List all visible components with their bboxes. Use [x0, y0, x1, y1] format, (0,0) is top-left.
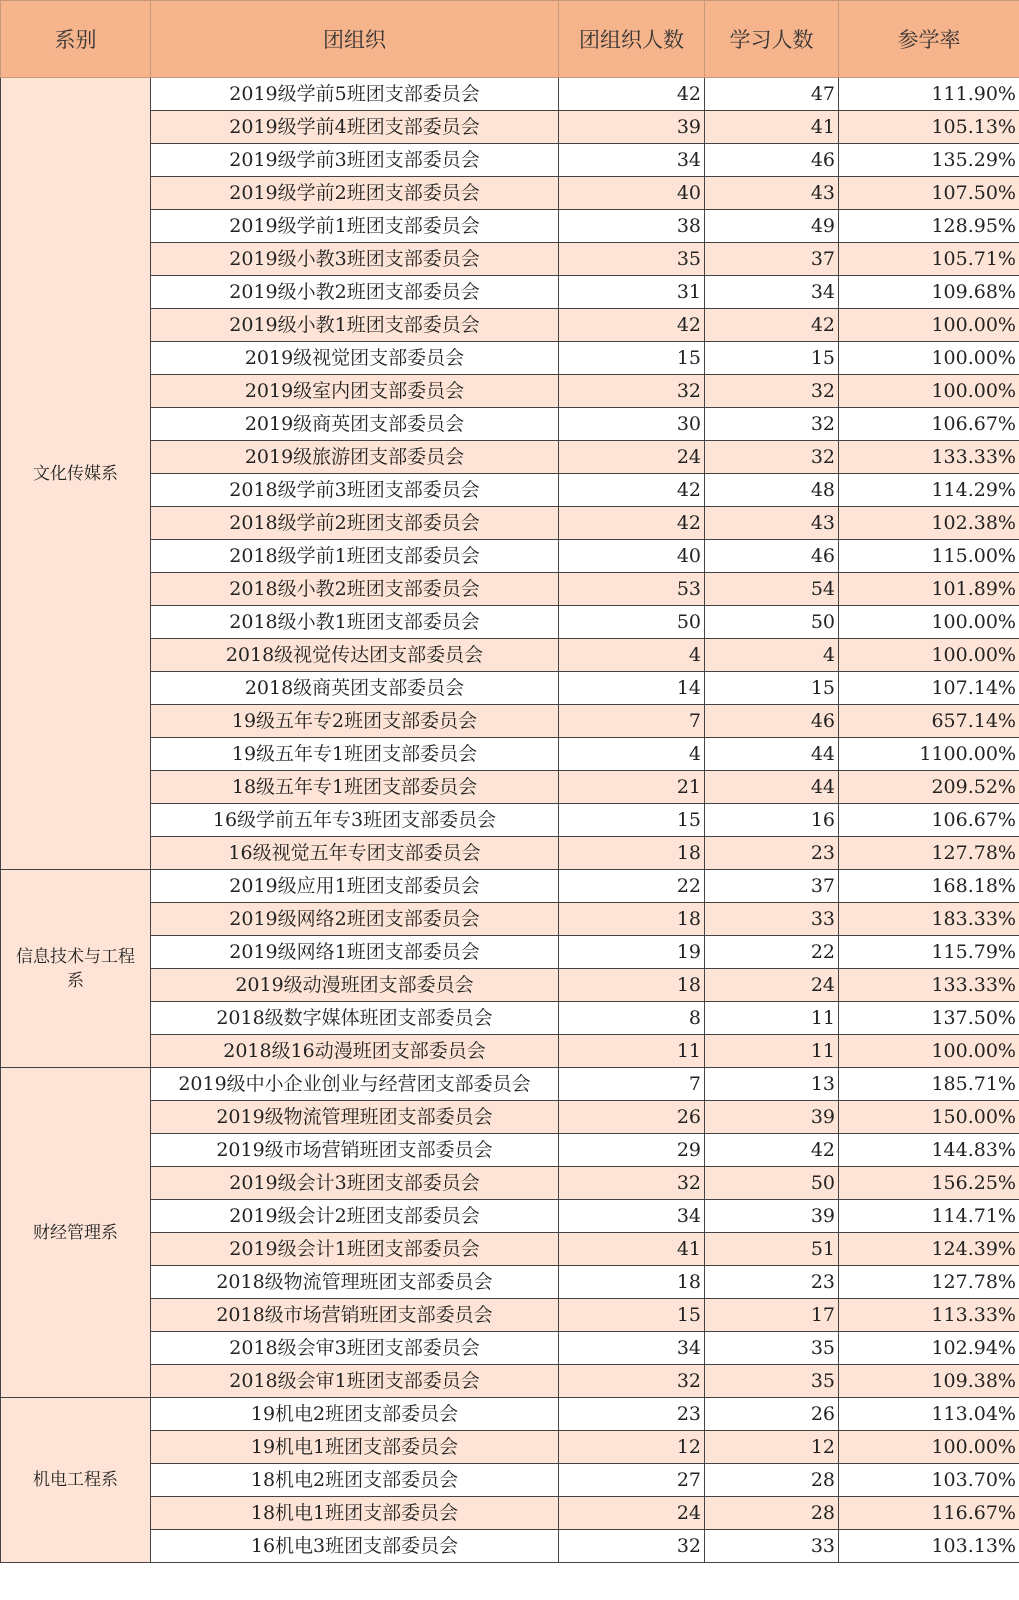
- learner-count-cell: 49: [705, 210, 839, 243]
- learner-count-cell: 34: [705, 276, 839, 309]
- organization-cell: 2019级视觉团支部委员会: [151, 342, 559, 375]
- member-count-cell: 50: [559, 606, 705, 639]
- learner-count-cell: 44: [705, 771, 839, 804]
- organization-cell: 2018级市场营销班团支部委员会: [151, 1299, 559, 1332]
- participation-rate-cell: 114.29%: [839, 474, 1019, 507]
- organization-cell: 2019级会计2班团支部委员会: [151, 1200, 559, 1233]
- table-row: [1, 441, 1019, 474]
- learner-count-cell: 28: [705, 1497, 839, 1530]
- learner-count-cell: 42: [705, 309, 839, 342]
- organization-cell: 19级五年专2班团支部委员会: [151, 705, 559, 738]
- member-count-cell: 32: [559, 1365, 705, 1398]
- table-row: [1, 342, 1019, 375]
- table-row: [1, 1464, 1019, 1497]
- participation-rate-cell: 1100.00%: [839, 738, 1019, 771]
- member-count-cell: 38: [559, 210, 705, 243]
- member-count-cell: 40: [559, 177, 705, 210]
- member-count-cell: 18: [559, 903, 705, 936]
- participation-rate-cell: 127.78%: [839, 837, 1019, 870]
- participation-rate-cell: 111.90%: [839, 78, 1019, 111]
- member-count-cell: 41: [559, 1233, 705, 1266]
- table-row: [1, 639, 1019, 672]
- table-row: [1, 210, 1019, 243]
- participation-rate-cell: 109.68%: [839, 276, 1019, 309]
- department-cell: 财经管理系: [1, 1068, 151, 1398]
- table-row: [1, 540, 1019, 573]
- participation-rate-cell: 100.00%: [839, 1035, 1019, 1068]
- participation-rate-cell: 209.52%: [839, 771, 1019, 804]
- organization-cell: 2019级市场营销班团支部委员会: [151, 1134, 559, 1167]
- member-count-cell: 23: [559, 1398, 705, 1431]
- learner-count-cell: 39: [705, 1101, 839, 1134]
- table-row: [1, 1134, 1019, 1167]
- organization-cell: 2019级应用1班团支部委员会: [151, 870, 559, 903]
- learner-count-cell: 50: [705, 606, 839, 639]
- organization-cell: 2019级网络1班团支部委员会: [151, 936, 559, 969]
- table-body: [1, 78, 1019, 1563]
- member-count-cell: 32: [559, 1530, 705, 1563]
- table-row: [1, 408, 1019, 441]
- participation-rate-cell: 102.38%: [839, 507, 1019, 540]
- participation-rate-cell: 100.00%: [839, 342, 1019, 375]
- organization-cell: 19机电1班团支部委员会: [151, 1431, 559, 1464]
- learner-count-cell: 43: [705, 507, 839, 540]
- participation-rate-cell: 124.39%: [839, 1233, 1019, 1266]
- organization-cell: 2019级学前5班团支部委员会: [151, 78, 559, 111]
- learner-count-cell: 37: [705, 243, 839, 276]
- organization-cell: 2019级小教1班团支部委员会: [151, 309, 559, 342]
- organization-cell: 2019级学前4班团支部委员会: [151, 111, 559, 144]
- learner-count-cell: 46: [705, 144, 839, 177]
- member-count-cell: 26: [559, 1101, 705, 1134]
- header-learner-count: 学习人数: [705, 1, 839, 78]
- organization-cell: 19机电2班团支部委员会: [151, 1398, 559, 1431]
- participation-rate-cell: 115.00%: [839, 540, 1019, 573]
- header-member-count: 团组织人数: [559, 1, 705, 78]
- member-count-cell: 8: [559, 1002, 705, 1035]
- participation-rate-cell: 185.71%: [839, 1068, 1019, 1101]
- participation-rate-cell: 114.71%: [839, 1200, 1019, 1233]
- table-row: [1, 309, 1019, 342]
- table-row: [1, 1101, 1019, 1134]
- organization-cell: 2018级会审1班团支部委员会: [151, 1365, 559, 1398]
- table-row: [1, 738, 1019, 771]
- organization-cell: 2018级物流管理班团支部委员会: [151, 1266, 559, 1299]
- learner-count-cell: 26: [705, 1398, 839, 1431]
- learner-count-cell: 47: [705, 78, 839, 111]
- participation-rate-cell: 127.78%: [839, 1266, 1019, 1299]
- member-count-cell: 42: [559, 78, 705, 111]
- learner-count-cell: 4: [705, 639, 839, 672]
- organization-cell: 2019级会计1班团支部委员会: [151, 1233, 559, 1266]
- participation-rate-cell: 100.00%: [839, 375, 1019, 408]
- participation-rate-cell: 102.94%: [839, 1332, 1019, 1365]
- participation-rate-cell: 137.50%: [839, 1002, 1019, 1035]
- table-row: [1, 1299, 1019, 1332]
- header-row: [1, 1, 1019, 78]
- participation-rate-cell: 106.67%: [839, 408, 1019, 441]
- member-count-cell: 40: [559, 540, 705, 573]
- learner-count-cell: 11: [705, 1002, 839, 1035]
- participation-rate-cell: 105.71%: [839, 243, 1019, 276]
- member-count-cell: 7: [559, 1068, 705, 1101]
- table-row: [1, 903, 1019, 936]
- organization-cell: 18机电1班团支部委员会: [151, 1497, 559, 1530]
- organization-cell: 2019级动漫班团支部委员会: [151, 969, 559, 1002]
- organization-cell: 2018级商英团支部委员会: [151, 672, 559, 705]
- organization-cell: 18级五年专1班团支部委员会: [151, 771, 559, 804]
- organization-cell: 2019级物流管理班团支部委员会: [151, 1101, 559, 1134]
- table-row: [1, 111, 1019, 144]
- header-participation-rate: 参学率: [839, 1, 1019, 78]
- learner-count-cell: 12: [705, 1431, 839, 1464]
- participation-rate-cell: 105.13%: [839, 111, 1019, 144]
- member-count-cell: 18: [559, 969, 705, 1002]
- learner-count-cell: 42: [705, 1134, 839, 1167]
- table-row: [1, 1365, 1019, 1398]
- table-row: [1, 507, 1019, 540]
- table-row: [1, 804, 1019, 837]
- participation-rate-cell: 113.33%: [839, 1299, 1019, 1332]
- table-row: [1, 606, 1019, 639]
- learner-count-cell: 46: [705, 540, 839, 573]
- table-row: [1, 936, 1019, 969]
- organization-cell: 18机电2班团支部委员会: [151, 1464, 559, 1497]
- member-count-cell: 35: [559, 243, 705, 276]
- participation-rate-cell: 135.29%: [839, 144, 1019, 177]
- member-count-cell: 4: [559, 738, 705, 771]
- member-count-cell: 30: [559, 408, 705, 441]
- member-count-cell: 31: [559, 276, 705, 309]
- learner-count-cell: 16: [705, 804, 839, 837]
- participation-rate-cell: 116.67%: [839, 1497, 1019, 1530]
- learner-count-cell: 28: [705, 1464, 839, 1497]
- learner-count-cell: 33: [705, 903, 839, 936]
- member-count-cell: 15: [559, 342, 705, 375]
- organization-cell: 16级学前五年专3班团支部委员会: [151, 804, 559, 837]
- participation-rate-cell: 107.50%: [839, 177, 1019, 210]
- participation-rate-cell: 150.00%: [839, 1101, 1019, 1134]
- participation-rate-cell: 100.00%: [839, 309, 1019, 342]
- participation-rate-cell: 168.18%: [839, 870, 1019, 903]
- learner-count-cell: 44: [705, 738, 839, 771]
- learner-count-cell: 23: [705, 837, 839, 870]
- learner-count-cell: 32: [705, 375, 839, 408]
- member-count-cell: 18: [559, 837, 705, 870]
- table-row: [1, 1035, 1019, 1068]
- table-row: [1, 375, 1019, 408]
- table-row: [1, 78, 1019, 111]
- table-row: [1, 1332, 1019, 1365]
- learner-count-cell: 35: [705, 1332, 839, 1365]
- learner-count-cell: 33: [705, 1530, 839, 1563]
- member-count-cell: 14: [559, 672, 705, 705]
- department-cell: 机电工程系: [1, 1398, 151, 1563]
- learner-count-cell: 22: [705, 936, 839, 969]
- department-cell: 文化传媒系: [1, 78, 151, 870]
- learner-count-cell: 32: [705, 408, 839, 441]
- organization-cell: 2018级学前3班团支部委员会: [151, 474, 559, 507]
- table-row: [1, 144, 1019, 177]
- table-row: [1, 1167, 1019, 1200]
- table-row: [1, 705, 1019, 738]
- participation-rate-cell: 101.89%: [839, 573, 1019, 606]
- organization-cell: 2019级网络2班团支部委员会: [151, 903, 559, 936]
- learner-count-cell: 50: [705, 1167, 839, 1200]
- organization-cell: 2019级小教2班团支部委员会: [151, 276, 559, 309]
- table-row: [1, 573, 1019, 606]
- participation-rate-cell: 106.67%: [839, 804, 1019, 837]
- learner-count-cell: 15: [705, 672, 839, 705]
- member-count-cell: 12: [559, 1431, 705, 1464]
- member-count-cell: 34: [559, 1200, 705, 1233]
- table-row: [1, 276, 1019, 309]
- learner-count-cell: 23: [705, 1266, 839, 1299]
- department-cell: 信息技术与工程系: [1, 870, 151, 1068]
- organization-cell: 16级视觉五年专团支部委员会: [151, 837, 559, 870]
- organization-cell: 2018级小教1班团支部委员会: [151, 606, 559, 639]
- table-row: [1, 1431, 1019, 1464]
- participation-rate-cell: 183.33%: [839, 903, 1019, 936]
- participation-rate-cell: 133.33%: [839, 969, 1019, 1002]
- table-row: [1, 1266, 1019, 1299]
- member-count-cell: 21: [559, 771, 705, 804]
- organization-cell: 2018级小教2班团支部委员会: [151, 573, 559, 606]
- organization-cell: 2019级旅游团支部委员会: [151, 441, 559, 474]
- member-count-cell: 24: [559, 1497, 705, 1530]
- member-count-cell: 11: [559, 1035, 705, 1068]
- participation-rate-cell: 115.79%: [839, 936, 1019, 969]
- learner-count-cell: 48: [705, 474, 839, 507]
- learner-count-cell: 35: [705, 1365, 839, 1398]
- participation-rate-cell: 113.04%: [839, 1398, 1019, 1431]
- organization-cell: 2019级小教3班团支部委员会: [151, 243, 559, 276]
- organization-cell: 2018级数字媒体班团支部委员会: [151, 1002, 559, 1035]
- member-count-cell: 42: [559, 474, 705, 507]
- member-count-cell: 32: [559, 1167, 705, 1200]
- table-row: [1, 969, 1019, 1002]
- learner-count-cell: 39: [705, 1200, 839, 1233]
- member-count-cell: 29: [559, 1134, 705, 1167]
- table-row: [1, 1497, 1019, 1530]
- member-count-cell: 34: [559, 1332, 705, 1365]
- organization-cell: 19级五年专1班团支部委员会: [151, 738, 559, 771]
- table-row: [1, 1233, 1019, 1266]
- member-count-cell: 19: [559, 936, 705, 969]
- organization-cell: 2018级16动漫班团支部委员会: [151, 1035, 559, 1068]
- table-row: [1, 870, 1019, 903]
- member-count-cell: 39: [559, 111, 705, 144]
- member-count-cell: 34: [559, 144, 705, 177]
- participation-rate-cell: 100.00%: [839, 1431, 1019, 1464]
- table-row: [1, 1398, 1019, 1431]
- member-count-cell: 32: [559, 375, 705, 408]
- learner-count-cell: 37: [705, 870, 839, 903]
- learner-count-cell: 41: [705, 111, 839, 144]
- table-row: [1, 672, 1019, 705]
- organization-cell: 2019级中小企业创业与经营团支部委员会: [151, 1068, 559, 1101]
- member-count-cell: 53: [559, 573, 705, 606]
- header-department: 系别: [1, 1, 151, 78]
- table-row: [1, 243, 1019, 276]
- learner-count-cell: 46: [705, 705, 839, 738]
- member-count-cell: 42: [559, 507, 705, 540]
- organization-cell: 2019级会计3班团支部委员会: [151, 1167, 559, 1200]
- member-count-cell: 24: [559, 441, 705, 474]
- table-row: [1, 474, 1019, 507]
- participation-rate-cell: 109.38%: [839, 1365, 1019, 1398]
- learner-count-cell: 11: [705, 1035, 839, 1068]
- table-row: [1, 771, 1019, 804]
- participation-rate-cell: 128.95%: [839, 210, 1019, 243]
- learner-count-cell: 54: [705, 573, 839, 606]
- member-count-cell: 7: [559, 705, 705, 738]
- organization-cell: 2019级学前2班团支部委员会: [151, 177, 559, 210]
- learner-count-cell: 43: [705, 177, 839, 210]
- participation-rate-cell: 107.14%: [839, 672, 1019, 705]
- learner-count-cell: 15: [705, 342, 839, 375]
- learner-count-cell: 51: [705, 1233, 839, 1266]
- member-count-cell: 18: [559, 1266, 705, 1299]
- organization-cell: 2018级视觉传达团支部委员会: [151, 639, 559, 672]
- member-count-cell: 22: [559, 870, 705, 903]
- member-count-cell: 4: [559, 639, 705, 672]
- organization-cell: 2019级商英团支部委员会: [151, 408, 559, 441]
- table-row: [1, 1002, 1019, 1035]
- learner-count-cell: 24: [705, 969, 839, 1002]
- organization-cell: 2018级学前1班团支部委员会: [151, 540, 559, 573]
- member-count-cell: 15: [559, 804, 705, 837]
- member-count-cell: 42: [559, 309, 705, 342]
- organization-cell: 2018级会审3班团支部委员会: [151, 1332, 559, 1365]
- organization-cell: 2019级学前1班团支部委员会: [151, 210, 559, 243]
- member-count-cell: 27: [559, 1464, 705, 1497]
- participation-rate-cell: 100.00%: [839, 606, 1019, 639]
- header-organization: 团组织: [151, 1, 559, 78]
- organization-cell: 2019级学前3班团支部委员会: [151, 144, 559, 177]
- learner-count-cell: 32: [705, 441, 839, 474]
- participation-rate-cell: 144.83%: [839, 1134, 1019, 1167]
- participation-rate-cell: 156.25%: [839, 1167, 1019, 1200]
- table-row: [1, 177, 1019, 210]
- table-row: [1, 1530, 1019, 1563]
- learner-count-cell: 17: [705, 1299, 839, 1332]
- table-row: [1, 1200, 1019, 1233]
- participation-rate-cell: 657.14%: [839, 705, 1019, 738]
- table-row: [1, 837, 1019, 870]
- participation-rate-cell: 133.33%: [839, 441, 1019, 474]
- participation-rate-cell: 103.70%: [839, 1464, 1019, 1497]
- organization-cell: 2019级室内团支部委员会: [151, 375, 559, 408]
- learner-count-cell: 13: [705, 1068, 839, 1101]
- organization-cell: 16机电3班团支部委员会: [151, 1530, 559, 1563]
- participation-rate-cell: 103.13%: [839, 1530, 1019, 1563]
- table-row: [1, 1068, 1019, 1101]
- member-count-cell: 15: [559, 1299, 705, 1332]
- organization-cell: 2018级学前2班团支部委员会: [151, 507, 559, 540]
- participation-rate-cell: 100.00%: [839, 639, 1019, 672]
